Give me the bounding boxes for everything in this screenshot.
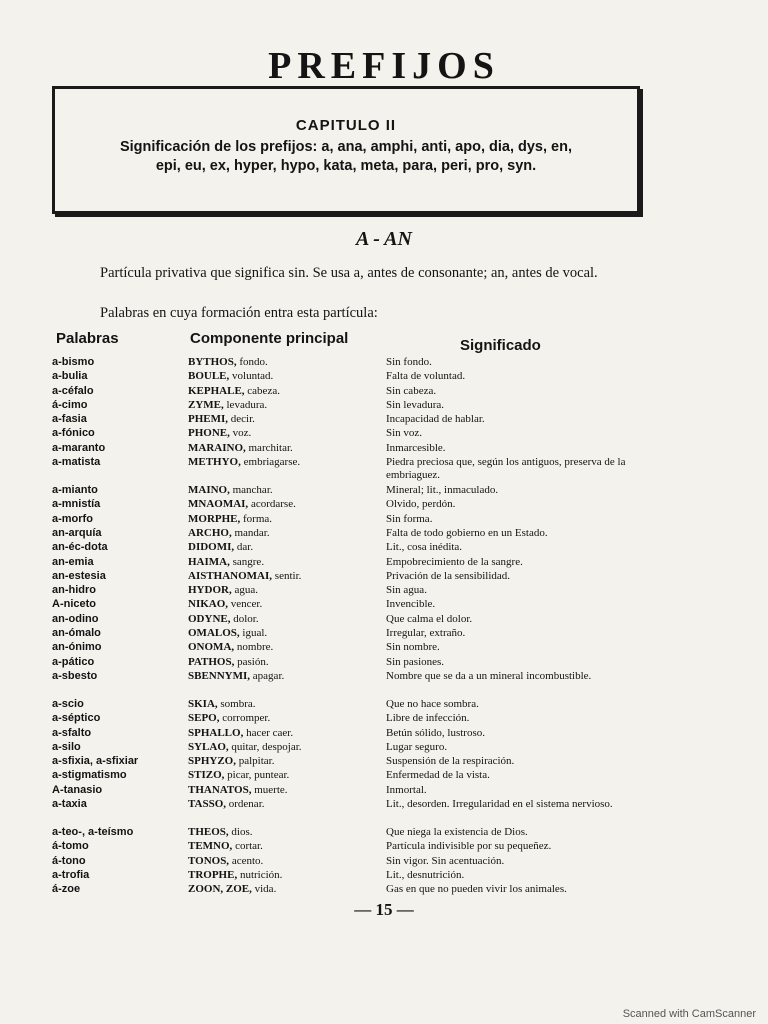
word-cell: á-tono xyxy=(52,854,86,867)
table-row xyxy=(0,613,768,627)
root-gloss: igual. xyxy=(239,627,268,640)
word-cell: a-bulia xyxy=(52,370,88,383)
meaning-cell: Que no hace sombra. xyxy=(386,697,479,710)
component-cell xyxy=(188,869,282,882)
component-cell xyxy=(188,656,269,669)
word-cell: á-tomo xyxy=(52,840,89,853)
component-cell xyxy=(188,456,300,469)
table-row xyxy=(0,456,768,484)
component-cell xyxy=(188,712,270,725)
table-row xyxy=(0,427,768,441)
table-row xyxy=(0,356,768,370)
meaning-cell: Inmarcesible. xyxy=(386,441,446,454)
root-gloss: cabeza. xyxy=(244,384,280,397)
word-cell: a-trofia xyxy=(52,868,90,881)
meaning-cell: Libre de infección. xyxy=(386,712,470,725)
table-row xyxy=(0,656,768,670)
component-cell xyxy=(188,385,280,398)
table-row xyxy=(0,869,768,883)
scanner-watermark: Scanned with CamScanner xyxy=(622,1008,756,1020)
meaning-cell: Piedra preciosa que, según los antiguos, preserva de la embriaguez. xyxy=(386,456,626,482)
component-cell xyxy=(188,413,255,426)
meaning-cell: Empobrecimiento de la sangre. xyxy=(386,555,523,568)
table-row xyxy=(0,370,768,384)
root-gloss: vencer. xyxy=(228,598,263,611)
root-word: HAIMA, xyxy=(188,555,230,568)
word-cell: a-céfalo xyxy=(52,384,94,397)
root-gloss: ordenar. xyxy=(226,798,265,811)
word-cell: á-zoe xyxy=(52,883,81,896)
component-cell xyxy=(188,727,293,740)
word-cell: a-teo-, a-teísmo xyxy=(52,826,134,839)
component-cell xyxy=(188,741,302,754)
root-gloss: embriagarse. xyxy=(240,456,301,469)
meaning-cell: Betún sólido, lustroso. xyxy=(386,726,486,739)
table-row xyxy=(0,385,768,399)
column-header-words: Palabras xyxy=(56,330,119,347)
meaning-cell: Lit., desorden. Irregularidad en el sistema nervioso. xyxy=(386,798,613,811)
root-gloss: acordarse. xyxy=(248,498,296,511)
root-word: MAINO, xyxy=(188,484,230,497)
intro-lead: Palabras en cuya formación entra esta partícula: xyxy=(100,305,378,321)
word-cell: a-sfalto xyxy=(52,726,92,739)
word-cell: a-maranto xyxy=(52,441,106,454)
root-gloss: palpitar. xyxy=(235,755,275,768)
root-word: PHONE, xyxy=(188,427,230,440)
root-word: SKIA, xyxy=(188,697,218,710)
root-word: PHEMI, xyxy=(188,413,229,426)
component-cell xyxy=(188,442,293,455)
root-gloss: muerte. xyxy=(251,783,288,796)
word-cell: an-éc-dota xyxy=(52,541,108,554)
root-word: TASSO, xyxy=(188,798,227,811)
root-word: METHYO, xyxy=(188,456,241,469)
chapter-description: Significación de los prefijos: a, ana, amphi, anti, apo, dia, dys, en, epi, eu, ex, hyper, hypo, kata, meta, para, peri, pro, syn. xyxy=(119,139,572,174)
table-row xyxy=(0,527,768,541)
table-row xyxy=(0,498,768,512)
meaning-cell: Irregular, extraño. xyxy=(386,627,466,640)
meaning-cell: Gas en que no pueden vivir los animales. xyxy=(386,883,567,896)
component-cell xyxy=(188,840,263,853)
root-word: SPHYZO, xyxy=(188,755,236,768)
component-cell xyxy=(188,484,273,497)
meaning-cell: Sin vigor. Sin acentuación. xyxy=(386,854,505,867)
word-cell: a-sfixia, a-sfixiar xyxy=(52,755,139,768)
component-cell xyxy=(188,570,301,583)
table-row xyxy=(0,741,768,755)
root-word: ZOON, ZOE, xyxy=(188,883,252,896)
meaning-cell: Sin forma. xyxy=(386,512,433,525)
intro-paragraph: Partícula privativa que significa sin. Se usa a, antes de consonante; an, antes de vocal. xyxy=(100,265,598,281)
meaning-cell: Privación de la sensibilidad. xyxy=(386,569,511,582)
root-word: TROPHE, xyxy=(188,868,238,881)
chapter-box xyxy=(52,86,640,214)
table-row xyxy=(0,784,768,798)
root-gloss: nombre. xyxy=(234,641,274,654)
page-title: PREFIJOS xyxy=(268,45,500,87)
root-word: STIZO, xyxy=(188,769,225,782)
component-cell xyxy=(188,370,273,383)
meaning-cell: Que calma el dolor. xyxy=(386,612,473,625)
meaning-cell: Sin fondo. xyxy=(386,356,432,368)
root-gloss: voluntad. xyxy=(229,370,274,383)
table-row xyxy=(0,698,768,712)
word-cell: an-estesia xyxy=(52,569,106,582)
word-cell: a-silo xyxy=(52,740,81,753)
root-gloss: hacer caer. xyxy=(243,726,294,739)
table-row xyxy=(0,769,768,783)
table-row xyxy=(0,598,768,612)
table-row xyxy=(0,541,768,555)
word-cell: an-ónimo xyxy=(52,641,102,654)
root-word: SBENNYMI, xyxy=(188,669,251,682)
root-word: ARCHO, xyxy=(188,526,232,539)
table-row xyxy=(0,556,768,570)
root-gloss: manchar. xyxy=(229,484,273,497)
root-word: ODYNE, xyxy=(188,612,231,625)
component-cell xyxy=(188,399,267,412)
meaning-cell: Inmortal. xyxy=(386,783,427,796)
table-row xyxy=(0,570,768,584)
word-cell: a-séptico xyxy=(52,712,101,725)
table-row xyxy=(0,855,768,869)
table-row xyxy=(0,513,768,527)
root-word: NIKAO, xyxy=(188,598,229,611)
root-gloss: acento. xyxy=(229,854,264,867)
word-table xyxy=(0,356,768,898)
component-cell xyxy=(188,613,259,626)
meaning-cell: Falta de todo gobierno en un Estado. xyxy=(386,526,548,539)
root-word: TONOS, xyxy=(188,854,230,867)
word-cell: A-tanasio xyxy=(52,783,103,796)
table-row xyxy=(0,442,768,456)
root-gloss: apagar. xyxy=(250,669,285,682)
component-cell xyxy=(188,798,265,811)
table-row xyxy=(0,883,768,897)
component-cell xyxy=(188,556,264,569)
root-word: OMALOS, xyxy=(188,627,240,640)
table-row xyxy=(0,584,768,598)
component-cell xyxy=(188,826,253,839)
root-gloss: dolor. xyxy=(230,612,259,625)
table-row xyxy=(0,798,768,826)
root-gloss: cortar. xyxy=(232,840,263,853)
root-gloss: vida. xyxy=(251,883,277,896)
root-gloss: marchitar. xyxy=(245,441,293,454)
meaning-cell: Olvido, perdón. xyxy=(386,498,456,511)
word-cell: a-stigmatismo xyxy=(52,769,127,782)
component-cell xyxy=(188,598,262,611)
meaning-cell: Invencible. xyxy=(386,598,436,611)
meaning-cell: Sin pasiones. xyxy=(386,655,445,668)
component-cell xyxy=(188,855,263,868)
table-row xyxy=(0,484,768,498)
word-cell: A-niceto xyxy=(52,598,96,611)
table-row xyxy=(0,627,768,641)
meaning-cell: Que niega la existencia de Dios. xyxy=(386,826,528,839)
meaning-cell: Incapacidad de hablar. xyxy=(386,413,485,426)
component-cell xyxy=(188,670,284,683)
chapter-title: CAPITULO II xyxy=(295,117,397,134)
root-word: SEPO, xyxy=(188,712,220,725)
word-cell: a-sbesto xyxy=(52,669,98,682)
root-word: ONOMA, xyxy=(188,641,235,654)
component-cell xyxy=(188,784,288,797)
root-word: BOULE, xyxy=(188,370,230,383)
root-gloss: corromper. xyxy=(219,712,271,725)
root-gloss: dios. xyxy=(228,826,253,839)
root-word: MORPHE, xyxy=(188,512,241,525)
root-word: ZYME, xyxy=(188,398,224,411)
table-row xyxy=(0,413,768,427)
word-cell: an-odino xyxy=(52,612,99,625)
table-row xyxy=(0,826,768,840)
meaning-cell: Falta de voluntad. xyxy=(386,370,466,383)
table-row xyxy=(0,755,768,769)
root-gloss: voz. xyxy=(229,427,252,440)
meaning-cell: Suspensión de la respiración. xyxy=(386,755,515,768)
root-gloss: agua. xyxy=(231,584,258,597)
component-cell xyxy=(188,584,258,597)
meaning-cell: Mineral; lit., inmaculado. xyxy=(386,484,499,497)
root-word: PATHOS, xyxy=(188,655,235,668)
root-gloss: sentir. xyxy=(272,569,302,582)
component-cell xyxy=(188,641,273,654)
word-cell: a-bismo xyxy=(52,356,95,368)
root-gloss: quitar, despojar. xyxy=(228,740,302,753)
component-cell xyxy=(188,513,272,526)
root-gloss: sombra. xyxy=(217,697,256,710)
meaning-cell: Sin agua. xyxy=(386,584,427,597)
root-word: THANATOS, xyxy=(188,783,252,796)
component-cell xyxy=(188,698,256,711)
root-gloss: dar. xyxy=(234,541,254,554)
component-cell xyxy=(188,541,253,554)
word-cell: an-ómalo xyxy=(52,627,101,640)
root-word: DIDOMI, xyxy=(188,541,235,554)
root-gloss: decir. xyxy=(228,413,255,426)
table-row xyxy=(0,641,768,655)
meaning-cell: Lugar seguro. xyxy=(386,740,448,753)
table-row xyxy=(0,840,768,854)
word-cell: a-matista xyxy=(52,456,101,469)
meaning-cell: Sin levadura. xyxy=(386,398,445,411)
root-word: AISTHANOMAI, xyxy=(188,569,273,582)
word-cell: an-hidro xyxy=(52,584,96,597)
table-row xyxy=(0,712,768,726)
word-cell: a-pático xyxy=(52,655,95,668)
root-word: THEOS, xyxy=(188,826,229,839)
table-row xyxy=(0,670,768,698)
table-row xyxy=(0,727,768,741)
meaning-cell: Partícula indivisible por su pequeñez. xyxy=(386,840,552,853)
page-number: — 15 — xyxy=(354,900,414,919)
component-cell xyxy=(188,356,268,369)
column-header-meaning: Significado xyxy=(460,337,541,354)
meaning-cell: Sin voz. xyxy=(386,427,423,440)
root-gloss: pasión. xyxy=(234,655,269,668)
component-cell xyxy=(188,427,251,440)
root-gloss: fondo. xyxy=(236,356,268,368)
word-cell: an-emia xyxy=(52,555,94,568)
component-cell xyxy=(188,498,296,511)
root-word: KEPHALE, xyxy=(188,384,245,397)
meaning-cell: Enfermedad de la vista. xyxy=(386,769,490,782)
root-gloss: sangre. xyxy=(229,555,265,568)
root-gloss: forma. xyxy=(240,512,273,525)
word-cell: á-cimo xyxy=(52,398,88,411)
component-cell xyxy=(188,755,274,768)
root-gloss: levadura. xyxy=(223,398,268,411)
meaning-cell: Lit., desnutrición. xyxy=(386,868,465,881)
component-cell xyxy=(188,627,267,640)
section-heading: A - AN xyxy=(356,228,412,250)
meaning-cell: Sin nombre. xyxy=(386,641,440,654)
component-cell xyxy=(188,769,289,782)
root-gloss: nutrición. xyxy=(237,868,283,881)
root-word: SYLAO, xyxy=(188,740,229,753)
component-cell xyxy=(188,883,276,896)
column-header-component: Componente principal xyxy=(190,330,349,347)
root-word: BYTHOS, xyxy=(188,356,237,368)
root-gloss: mandar. xyxy=(231,526,270,539)
table-row xyxy=(0,399,768,413)
word-cell: a-mianto xyxy=(52,484,98,497)
word-cell: a-fasia xyxy=(52,413,87,426)
word-cell: a-scio xyxy=(52,697,84,710)
meaning-cell: Nombre que se da a un mineral incombustible. xyxy=(386,669,592,682)
root-word: HYDOR, xyxy=(188,584,232,597)
word-cell: a-mnistía xyxy=(52,498,101,511)
root-word: TEMNO, xyxy=(188,840,233,853)
root-word: MARAINO, xyxy=(188,441,246,454)
root-word: MNAOMAI, xyxy=(188,498,249,511)
meaning-cell: Lit., cosa inédita. xyxy=(386,541,463,554)
word-cell: an-arquía xyxy=(52,526,102,539)
component-cell xyxy=(188,527,270,540)
word-cell: a-morfo xyxy=(52,512,93,525)
word-cell: a-taxia xyxy=(52,798,87,811)
root-word: SPHALLO, xyxy=(188,726,244,739)
meaning-cell: Sin cabeza. xyxy=(386,384,437,397)
word-cell: a-fónico xyxy=(52,427,95,440)
root-gloss: picar, puntear. xyxy=(224,769,290,782)
